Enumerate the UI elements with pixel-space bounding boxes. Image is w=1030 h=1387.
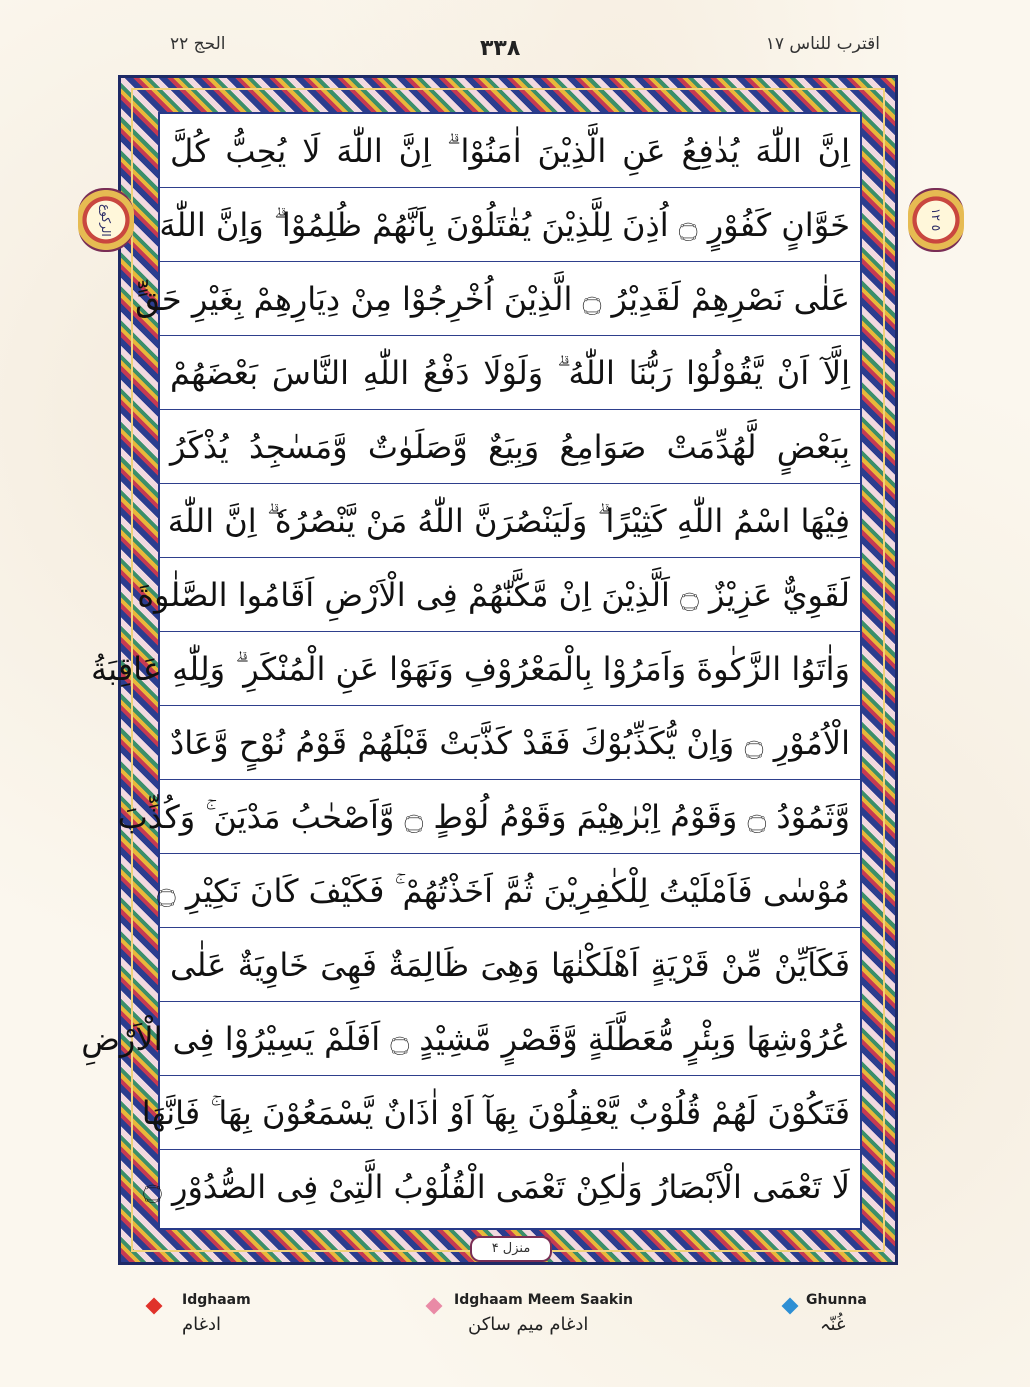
verse-line: وَّثَمُوْدُ ۝ وَقَوْمُ اِبْرٰهِيْمَ وَقَوْمُ لُوْطٍ ۝ وَّاَصْحٰبُ مَدْيَنَ ۚ وَكُذِّبَ [160,780,860,854]
blue-diamond-icon [782,1298,799,1315]
ruku-marker-right: ٥ ١٢ [908,188,964,252]
red-diamond-icon [146,1298,163,1315]
verse-line: خَوَّانٍ كَفُوْرٍ ۝ اُذِنَ لِلَّذِيْنَ يُقٰتَلُوْنَ بِاَنَّهُمْ ظُلِمُوْا ۗ وَاِنَّ اللّٰهَ [160,188,860,262]
legend-label-en: Ghunna [806,1292,867,1308]
legend-label-ar: ادغام [182,1314,222,1335]
verse-line: فَكَاَيِّنْ مِّنْ قَرْيَةٍ اَهْلَكْنٰهَا وَهِىَ ظَالِمَةٌ فَهِىَ خَاوِيَةٌ عَلٰى [160,928,860,1002]
verse-line: وَاٰتَوُا الزَّكٰوةَ وَاَمَرُوْا بِالْمَعْرُوْفِ وَنَهَوْا عَنِ الْمُنْكَرِ ۗ وَلِلّٰهِ عَاقِبَةُ [160,632,860,706]
legend-label-ar: غُنّہ [820,1314,846,1335]
legend-label-en: Idghaam Meem Saakin [454,1292,634,1308]
page-number: ٣٣٨ [480,36,521,61]
pink-diamond-icon [426,1298,443,1315]
verse-line: فِيْهَا اسْمُ اللّٰهِ كَثِيْرًا ۗ وَلَيَنْصُرَنَّ اللّٰهُ مَنْ يَّنْصُرُهٗ ۗ اِنَّ اللّٰهَ [160,484,860,558]
legend-label-ar: ادغام میم ساکن [468,1314,589,1335]
ruku-marker-left: الركوع [78,188,134,252]
verse-line: اِلَّآ اَنْ يَّقُوْلُوْا رَبُّنَا اللّٰهُ ۗ وَلَوْلَا دَفْعُ اللّٰهِ النَّاسَ بَعْضَهُمْ [160,336,860,410]
verse-line: فَتَكُوْنَ لَهُمْ قُلُوْبٌ يَّعْقِلُوْنَ بِهَآ اَوْ اٰذَانٌ يَّسْمَعُوْنَ بِهَا ۚ فَاِنَّهَا [160,1076,860,1150]
surah-name: الحج ٢٢ [170,34,226,54]
verse-line: اِنَّ اللّٰهَ يُدٰفِعُ عَنِ الَّذِيْنَ اٰمَنُوْا ۗ اِنَّ اللّٰهَ لَا يُحِبُّ كُلَّ [160,114,860,188]
verse-line: عَلٰى نَصْرِهِمْ لَقَدِيْرُ ۝ الَّذِيْنَ اُخْرِجُوْا مِنْ دِيَارِهِمْ بِغَيْرِ حَقٍّ [160,262,860,336]
tajweed-legend [0,1292,1030,1362]
verse-line: الْاُمُوْرِ ۝ وَاِنْ يُّكَذِّبُوْكَ فَقَدْ كَذَّبَتْ قَبْلَهُمْ قَوْمُ نُوْحٍ وَّعَادٌ [160,706,860,780]
juz-name: اقترب للناس ١٧ [765,34,880,54]
legend-label-en: Idghaam [182,1292,251,1308]
page-header [0,22,1030,72]
verse-line: مُوْسٰى فَاَمْلَيْتُ لِلْكٰفِرِيْنَ ثُمَّ اَخَذْتُهُمْ ۚ فَكَيْفَ كَانَ نَكِيْرِ ۝ [160,854,860,928]
manzil-label: منزل ۴ [470,1236,552,1262]
verse-line: لَا تَعْمَى الْاَبْصَارُ وَلٰكِنْ تَعْمَى الْقُلُوْبُ الَّتِىْ فِى الصُّدُوْرِ ۝ [143,1168,850,1206]
verse-line: بِبَعْضٍ لَّهُدِّمَتْ صَوَامِعُ وَبِيَعٌ وَّصَلَوٰتٌ وَّمَسٰجِدُ يُذْكَرُ [160,410,860,484]
verse-line: لَقَوِيٌّ عَزِيْزٌ ۝ اَلَّذِيْنَ اِنْ مَّكَّنّٰهُمْ فِى الْاَرْضِ اَقَامُوا الصَّلٰوةَ [160,558,860,632]
verse-line: عُرُوْشِهَا وَبِئْرٍ مُّعَطَّلَةٍ وَّقَصْرٍ مَّشِيْدٍ ۝ اَفَلَمْ يَسِيْرُوْا فِى الْاَرْضِ [160,1002,860,1076]
